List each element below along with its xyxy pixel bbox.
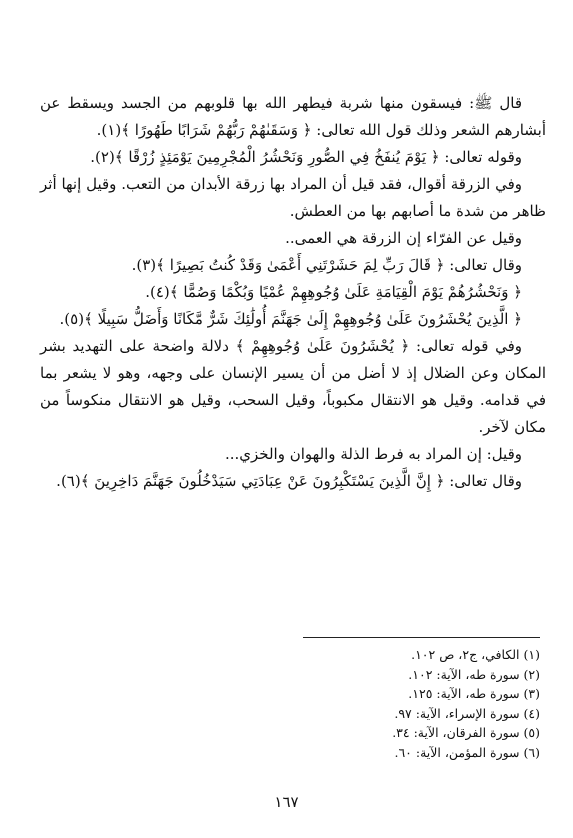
text-line: وفي الزرقة أقوال، فقد قيل أن المراد بها زرقة الأبدان من التعب.	[121, 175, 522, 193]
text-line: وقيل عن الفرّاء إن الزرقة هي العمى..	[285, 229, 522, 247]
quran-quote: ﴿ قَالَ رَبِّ لِمَ حَشَرْتَنِي أَعْمَىٰ وَقَدْ كُنتُ بَصِيرًا ﴾	[156, 256, 445, 274]
quran-quote: ﴿ يُحْشَرُونَ عَلَىٰ وُجُوهِهِمْ ﴾	[235, 337, 410, 355]
paragraph-1	[40, 90, 546, 144]
quran-quote: ﴿ إِنَّ الَّذِينَ يَسْتَكْبِرُونَ عَنْ عِبَادَتِي سَيَدْخُلُونَ جَهَنَّمَ دَاخِرِينَ ﴾	[80, 472, 445, 490]
footnote-ref: (٤).	[145, 283, 170, 301]
text-line: وقيل: إن المراد به فرط الذلة والهوان والخزي...	[224, 445, 522, 463]
paragraph-5	[40, 252, 546, 279]
footnote-item: (٤) سورة الإسراء، الآية: ٩٧.	[394, 705, 540, 721]
quran-quote: ﴿ وَسَقَىٰهُمْ رَبُّهُمْ شَرَابًا طَهُورًا ﴾	[121, 121, 312, 139]
text-line: وفي قوله تعالى:	[409, 337, 522, 355]
paragraph-6	[40, 279, 546, 306]
paragraph-7	[40, 306, 546, 333]
quran-quote: ﴿ يَوْمَ يُنفَخُ فِي الصُّورِ وَنَحْشُرُ الْمُجْرِمِينَ يَوْمَئِذٍ زُرْقًا ﴾	[114, 148, 440, 166]
footnote-ref: (٣).	[131, 256, 157, 274]
paragraph-10	[40, 468, 546, 495]
quran-quote: ﴿ الَّذِينَ يُحْشَرُونَ عَلَىٰ وُجُوهِهِمْ إِلَىٰ جَهَنَّمَ أُولَٰئِكَ شَرٌّ مَّكَانًا وَأَضَلُّ سَبِيلًا ﴾	[84, 310, 522, 328]
paragraph-4	[40, 225, 546, 252]
footnote-ref: (٥).	[59, 310, 85, 328]
page-number: ١٦٧	[274, 793, 299, 811]
footnote-item: (٦) سورة المؤمن، الآية: ٦٠.	[394, 744, 540, 760]
footnotes	[200, 645, 540, 762]
text-line: وقيل إنها أثر ظاهر من شدة ما أصابهم بها من العطش.	[40, 175, 546, 220]
paragraph-3	[40, 171, 546, 225]
paragraph-2	[40, 144, 546, 171]
paragraph-8	[40, 333, 546, 441]
footnote-item: (٥) سورة الفرقان، الآية: ٣٤.	[392, 725, 540, 740]
text-line: وقال تعالى:	[444, 256, 522, 274]
footnote-ref: (٢).	[90, 148, 115, 166]
footnote-ref: (١).	[96, 121, 122, 139]
footnote-ref: (٦).	[56, 472, 81, 490]
paragraph-9	[40, 441, 546, 468]
text-line: وقال تعالى:	[444, 472, 522, 490]
text-line: دلالة واضحة على التهديد بشر المكان وعن الضلال إذ لا أضل من أن يسير الإنسان على وجهه، وهو لا يشعر بما في قدامه. وقيل هو الانتقال مكبوباً، وقيل السحب، وقيل هو الانتقال منكوساً من مكان لآخر.	[40, 337, 546, 436]
footnote-divider	[303, 637, 540, 638]
text-line: عن أبشارهم الشعر وذلك قول الله تعالى:	[40, 94, 546, 139]
text-line: وقوله تعالى:	[439, 148, 522, 166]
footnote-item: (٢) سورة طه، الآية: ١٠٢.	[408, 666, 540, 682]
quran-quote: ﴿ وَنَحْشُرُهُمْ يَوْمَ الْقِيَامَةِ عَلَىٰ وُجُوهِهِمْ عُمْيًا وَبُكْمًا وَصُمًّا ﴾	[169, 283, 522, 301]
footnote-item: (١) الكافي، ج٢، ص ١٠٢.	[411, 647, 540, 662]
footnote-item: (٣) سورة طه، الآية: ١٢٥.	[408, 686, 540, 701]
text-line: قال ﷺ: فيسقون منها شربة فيطهر الله بها قلوبهم من الجسد ويسقط	[67, 94, 522, 112]
main-text	[40, 90, 546, 495]
